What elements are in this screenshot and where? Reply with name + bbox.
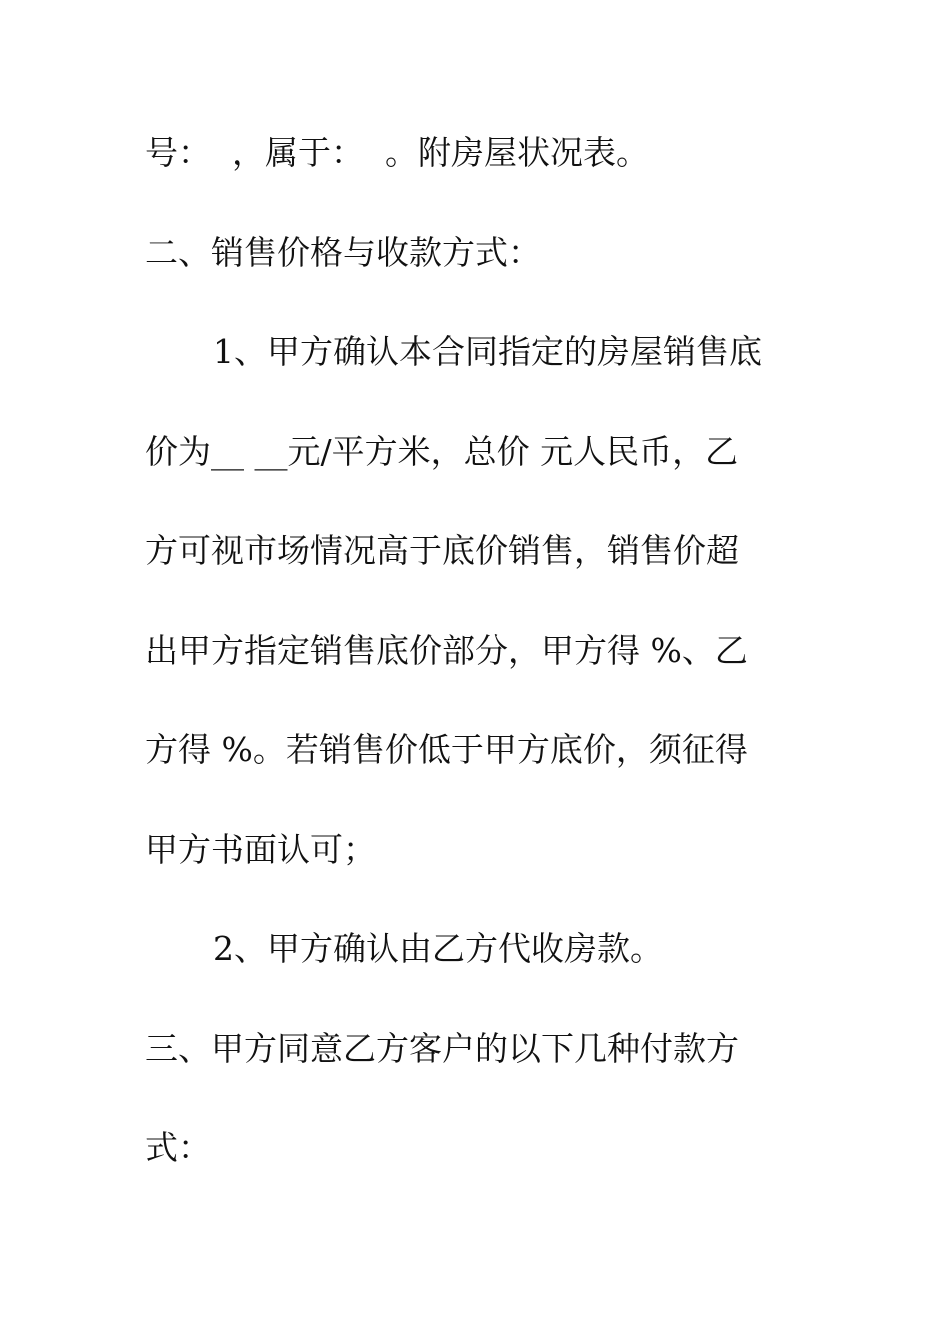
clause-2-1-line-3: 方可视市场情况高于底价销售，销售价超 — [145, 531, 739, 570]
clause-2-1-line-5: 方得 %。若销售价低于甲方底价，须征得 — [145, 730, 748, 769]
clause-2-2: 2、甲方确认由乙方代收房款。 — [213, 929, 663, 968]
clause-2-1-line-4: 出甲方指定销售底价部分，甲方得 %、乙 — [145, 631, 748, 670]
clause-2-1-line-6: 甲方书面认可； — [145, 830, 376, 869]
section-heading-3-line-2: 式： — [145, 1128, 211, 1167]
text-line-1: 号： ，属于： 。附房屋状况表。 — [145, 133, 649, 172]
section-heading-3-line-1: 三、甲方同意乙方客户的以下几种付款方 — [145, 1029, 739, 1068]
section-heading-2: 二、销售价格与收款方式： — [145, 233, 541, 272]
clause-2-1-line-1: 1、甲方确认本合同指定的房屋销售底 — [213, 332, 762, 371]
clause-2-1-line-2: 价为__ __元/平方米，总价 元人民币，乙 — [145, 432, 739, 471]
